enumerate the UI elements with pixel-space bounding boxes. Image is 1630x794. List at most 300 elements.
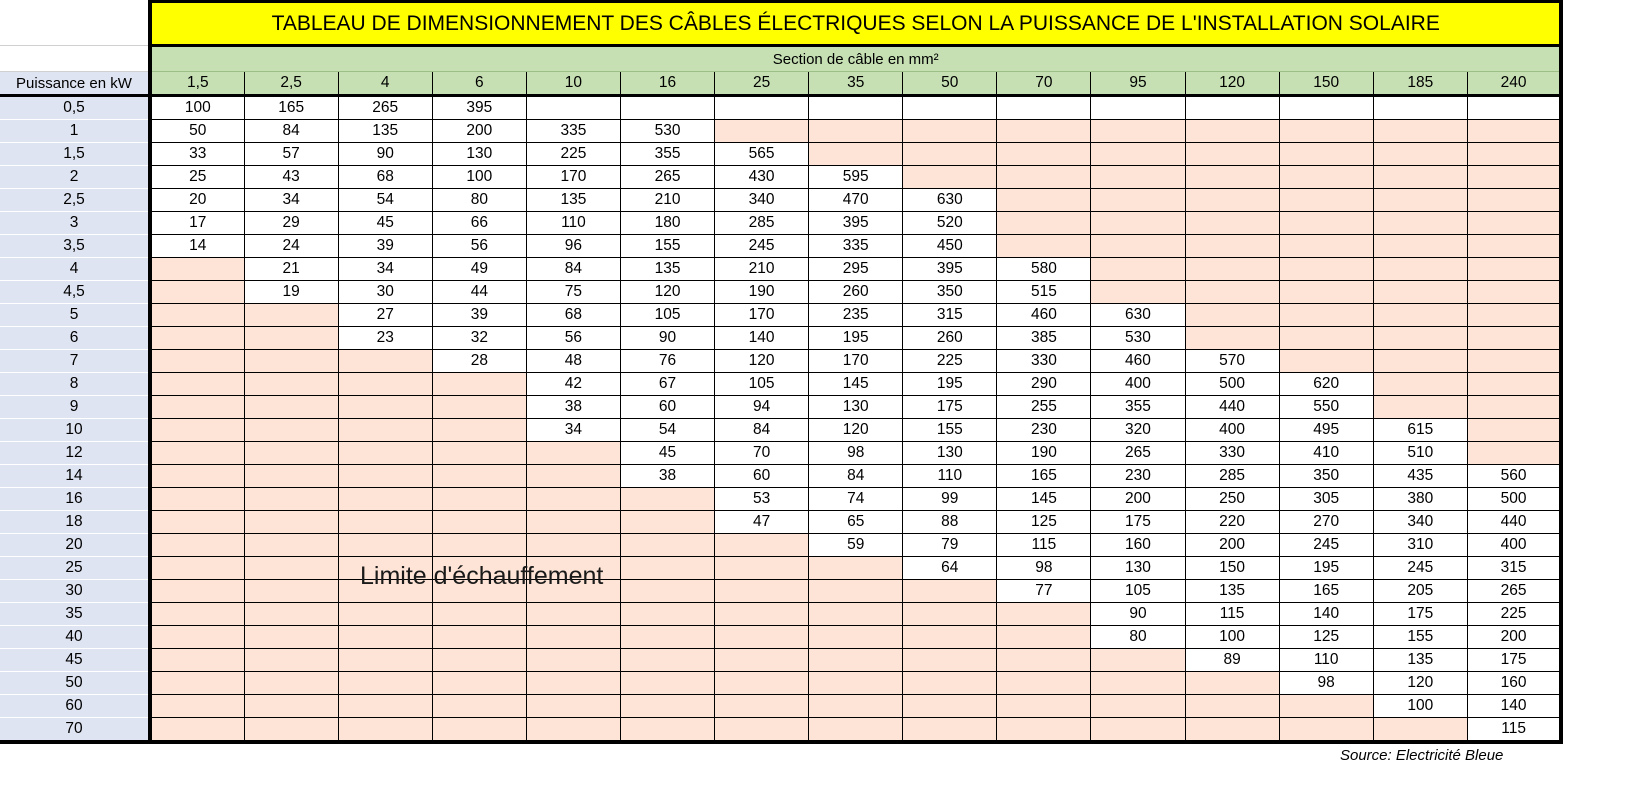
table-cell: 115	[997, 534, 1091, 557]
heat-limit-cell	[1373, 281, 1467, 304]
table-cell: 34	[526, 419, 620, 442]
table-cell: 66	[432, 212, 526, 235]
table-cell: 165	[244, 96, 338, 120]
table-cell: 440	[1467, 511, 1561, 534]
table-cell: 125	[997, 511, 1091, 534]
heat-limit-cell	[150, 396, 244, 419]
table-cell: 110	[526, 212, 620, 235]
section-header-cell: 150	[1279, 72, 1373, 96]
power-label: 35	[0, 603, 150, 626]
table-cell	[1467, 96, 1561, 120]
table-cell: 90	[620, 327, 714, 350]
heat-limit-cell	[150, 304, 244, 327]
table-cell	[620, 96, 714, 120]
table-cell: 255	[997, 396, 1091, 419]
heat-limit-cell	[903, 603, 997, 626]
heat-limit-cell	[1185, 143, 1279, 166]
table-cell: 33	[150, 143, 244, 166]
heat-limit-cell	[1279, 281, 1373, 304]
power-label: 4	[0, 258, 150, 281]
table-cell: 80	[1091, 626, 1185, 649]
power-label: 1,5	[0, 143, 150, 166]
table-cell: 39	[338, 235, 432, 258]
table-cell: 410	[1279, 442, 1373, 465]
heat-limit-label: Limite d'échauffement	[360, 562, 604, 590]
table-cell: 44	[432, 281, 526, 304]
table-cell: 27	[338, 304, 432, 327]
table-cell: 355	[620, 143, 714, 166]
power-label: 1	[0, 120, 150, 143]
heat-limit-cell	[1279, 143, 1373, 166]
table-cell: 125	[1279, 626, 1373, 649]
table-cell: 570	[1185, 350, 1279, 373]
heat-limit-cell	[1467, 143, 1561, 166]
table-cell: 64	[903, 557, 997, 580]
heat-limit-cell	[150, 511, 244, 534]
heat-limit-cell	[1091, 212, 1185, 235]
table-row	[0, 603, 1561, 626]
table-cell: 53	[715, 488, 809, 511]
table-cell: 68	[338, 166, 432, 189]
table-cell: 380	[1373, 488, 1467, 511]
table-cell: 105	[620, 304, 714, 327]
table-cell: 260	[809, 281, 903, 304]
heat-limit-cell	[150, 419, 244, 442]
heat-limit-cell	[150, 649, 244, 672]
power-label: 12	[0, 442, 150, 465]
heat-limit-cell	[715, 580, 809, 603]
table-cell: 550	[1279, 396, 1373, 419]
row-header-label: Puissance en kW	[0, 72, 150, 96]
table-cell: 140	[1279, 603, 1373, 626]
table-cell	[1279, 96, 1373, 120]
table-cell	[1185, 96, 1279, 120]
power-label: 5	[0, 304, 150, 327]
table-cell: 460	[1091, 350, 1185, 373]
heat-limit-cell	[620, 603, 714, 626]
heat-limit-cell	[1091, 258, 1185, 281]
table-cell: 48	[526, 350, 620, 373]
table-cell: 84	[809, 465, 903, 488]
heat-limit-cell	[1467, 373, 1561, 396]
heat-limit-cell	[1279, 189, 1373, 212]
power-label: 3,5	[0, 235, 150, 258]
table-cell: 340	[1373, 511, 1467, 534]
section-header-cell: 35	[809, 72, 903, 96]
power-label: 60	[0, 695, 150, 718]
heat-limit-cell	[244, 603, 338, 626]
heat-limit-cell	[903, 120, 997, 143]
table-cell: 470	[809, 189, 903, 212]
table-cell: 120	[620, 281, 714, 304]
heat-limit-cell	[1091, 120, 1185, 143]
heat-limit-cell	[338, 465, 432, 488]
table-cell: 77	[997, 580, 1091, 603]
table-row	[0, 143, 1561, 166]
table-cell: 98	[809, 442, 903, 465]
heat-limit-cell	[715, 120, 809, 143]
table-cell: 165	[1279, 580, 1373, 603]
heat-limit-cell	[809, 626, 903, 649]
heat-limit-cell	[1373, 189, 1467, 212]
heat-limit-cell	[432, 511, 526, 534]
heat-limit-cell	[1467, 281, 1561, 304]
heat-limit-cell	[244, 350, 338, 373]
heat-limit-cell	[715, 626, 809, 649]
heat-limit-cell	[244, 695, 338, 718]
heat-limit-cell	[244, 419, 338, 442]
heat-limit-cell	[997, 603, 1091, 626]
heat-limit-cell	[715, 557, 809, 580]
table-cell: 350	[903, 281, 997, 304]
table-cell: 59	[809, 534, 903, 557]
heat-limit-cell	[338, 488, 432, 511]
table-row	[0, 304, 1561, 327]
table-cell: 39	[432, 304, 526, 327]
table-cell: 165	[997, 465, 1091, 488]
table-cell: 350	[1279, 465, 1373, 488]
heat-limit-cell	[715, 718, 809, 743]
table-cell: 315	[903, 304, 997, 327]
table-cell: 56	[432, 235, 526, 258]
power-label: 7	[0, 350, 150, 373]
heat-limit-cell	[1091, 695, 1185, 718]
heat-limit-cell	[244, 511, 338, 534]
table-cell: 38	[620, 465, 714, 488]
table-cell: 60	[715, 465, 809, 488]
heat-limit-cell	[997, 166, 1091, 189]
heat-limit-cell	[244, 488, 338, 511]
table-cell: 195	[1279, 557, 1373, 580]
heat-limit-cell	[1091, 235, 1185, 258]
table-cell: 250	[1185, 488, 1279, 511]
heat-limit-cell	[620, 511, 714, 534]
section-header-cell: 10	[526, 72, 620, 96]
heat-limit-cell	[1185, 212, 1279, 235]
section-header-cell: 120	[1185, 72, 1279, 96]
heat-limit-cell	[715, 695, 809, 718]
heat-limit-cell	[526, 465, 620, 488]
power-label: 4,5	[0, 281, 150, 304]
table-cell: 225	[526, 143, 620, 166]
heat-limit-cell	[809, 672, 903, 695]
table-cell: 20	[150, 189, 244, 212]
heat-limit-cell	[432, 465, 526, 488]
table-cell: 565	[715, 143, 809, 166]
table-cell: 200	[432, 120, 526, 143]
table-cell: 100	[1185, 626, 1279, 649]
heat-limit-cell	[432, 718, 526, 743]
table-cell: 130	[903, 442, 997, 465]
table-cell: 70	[715, 442, 809, 465]
table-row	[0, 212, 1561, 235]
table-cell: 290	[997, 373, 1091, 396]
table-row	[0, 534, 1561, 557]
table-cell: 260	[903, 327, 997, 350]
power-label: 8	[0, 373, 150, 396]
heat-limit-cell	[1091, 166, 1185, 189]
table-cell: 84	[715, 419, 809, 442]
table-cell: 110	[903, 465, 997, 488]
section-header-cell: 1,5	[150, 72, 244, 96]
heat-limit-cell	[338, 626, 432, 649]
table-cell: 105	[1091, 580, 1185, 603]
table-cell	[903, 96, 997, 120]
table-cell: 265	[620, 166, 714, 189]
heat-limit-cell	[903, 166, 997, 189]
heat-limit-cell	[244, 373, 338, 396]
table-cell: 43	[244, 166, 338, 189]
table-cell: 65	[809, 511, 903, 534]
table-cell: 56	[526, 327, 620, 350]
table-row	[0, 511, 1561, 534]
heat-limit-cell	[338, 419, 432, 442]
table-cell: 230	[1091, 465, 1185, 488]
table-cell: 30	[338, 281, 432, 304]
table-cell: 620	[1279, 373, 1373, 396]
table-cell: 270	[1279, 511, 1373, 534]
heat-limit-cell	[338, 442, 432, 465]
heat-limit-cell	[338, 718, 432, 743]
table-cell: 190	[715, 281, 809, 304]
heat-limit-cell	[150, 603, 244, 626]
table-row	[0, 120, 1561, 143]
table-cell: 430	[715, 166, 809, 189]
table-cell: 21	[244, 258, 338, 281]
table-cell: 220	[1185, 511, 1279, 534]
table-cell: 155	[903, 419, 997, 442]
heat-limit-cell	[338, 672, 432, 695]
table-cell: 450	[903, 235, 997, 258]
table-cell: 460	[997, 304, 1091, 327]
table-cell: 200	[1185, 534, 1279, 557]
power-label: 70	[0, 718, 150, 743]
table-row	[0, 672, 1561, 695]
table-cell: 80	[432, 189, 526, 212]
table-cell: 100	[150, 96, 244, 120]
section-header-cell: 2,5	[244, 72, 338, 96]
heat-limit-cell	[1373, 718, 1467, 743]
table-cell: 580	[997, 258, 1091, 281]
heat-limit-cell	[620, 718, 714, 743]
power-label: 2,5	[0, 189, 150, 212]
table-cell: 34	[338, 258, 432, 281]
table-cell: 98	[997, 557, 1091, 580]
heat-limit-cell	[1279, 350, 1373, 373]
heat-limit-cell	[903, 626, 997, 649]
source-note: Source: Electricité Bleue	[1339, 746, 1504, 764]
heat-limit-cell	[620, 557, 714, 580]
heat-limit-cell	[1185, 281, 1279, 304]
heat-limit-cell	[715, 534, 809, 557]
table-cell: 615	[1373, 419, 1467, 442]
table-cell: 435	[1373, 465, 1467, 488]
heat-limit-cell	[150, 465, 244, 488]
table-row	[0, 350, 1561, 373]
heat-limit-cell	[1091, 718, 1185, 743]
table-cell: 530	[620, 120, 714, 143]
heat-limit-cell	[1279, 166, 1373, 189]
table-row	[0, 465, 1561, 488]
table-cell: 90	[1091, 603, 1185, 626]
table-cell: 96	[526, 235, 620, 258]
heat-limit-cell	[338, 534, 432, 557]
heat-limit-cell	[244, 626, 338, 649]
table-cell: 150	[1185, 557, 1279, 580]
table-cell: 135	[1373, 649, 1467, 672]
table-cell: 135	[526, 189, 620, 212]
table-cell: 88	[903, 511, 997, 534]
heat-limit-cell	[620, 534, 714, 557]
table-cell: 175	[903, 396, 997, 419]
heat-limit-cell	[244, 718, 338, 743]
heat-limit-cell	[903, 580, 997, 603]
heat-limit-cell	[997, 695, 1091, 718]
heat-limit-cell	[1373, 373, 1467, 396]
table-cell: 205	[1373, 580, 1467, 603]
heat-limit-cell	[903, 143, 997, 166]
table-cell: 100	[432, 166, 526, 189]
heat-limit-cell	[244, 442, 338, 465]
table-cell: 17	[150, 212, 244, 235]
table-cell: 315	[1467, 557, 1561, 580]
table-cell: 170	[526, 166, 620, 189]
table-cell: 68	[526, 304, 620, 327]
table-cell: 440	[1185, 396, 1279, 419]
table-cell: 14	[150, 235, 244, 258]
heat-limit-cell	[1185, 166, 1279, 189]
heat-limit-cell	[1373, 304, 1467, 327]
heat-limit-cell	[244, 557, 338, 580]
table-cell: 335	[526, 120, 620, 143]
heat-limit-cell	[244, 396, 338, 419]
table-cell: 49	[432, 258, 526, 281]
heat-limit-cell	[150, 718, 244, 743]
heat-limit-cell	[1373, 143, 1467, 166]
table-row	[0, 718, 1561, 743]
heat-limit-cell	[432, 488, 526, 511]
heat-limit-cell	[432, 396, 526, 419]
table-cell: 210	[715, 258, 809, 281]
heat-limit-cell	[997, 672, 1091, 695]
table-cell	[715, 96, 809, 120]
table-row	[0, 695, 1561, 718]
table-cell: 385	[997, 327, 1091, 350]
table-row	[0, 327, 1561, 350]
table-cell: 395	[809, 212, 903, 235]
table-cell: 500	[1467, 488, 1561, 511]
section-header-cell: 240	[1467, 72, 1561, 96]
heat-limit-cell	[432, 649, 526, 672]
heat-limit-cell	[997, 189, 1091, 212]
footer-row	[0, 742, 1561, 766]
heat-limit-cell	[1185, 120, 1279, 143]
heat-limit-cell	[903, 649, 997, 672]
power-label: 40	[0, 626, 150, 649]
heat-limit-cell	[1185, 258, 1279, 281]
table-cell: 120	[809, 419, 903, 442]
heat-limit-cell	[997, 120, 1091, 143]
table-row	[0, 488, 1561, 511]
heat-limit-cell	[1467, 166, 1561, 189]
heat-limit-cell	[150, 258, 244, 281]
table-cell: 135	[1185, 580, 1279, 603]
footer-blank	[0, 742, 150, 766]
heat-limit-cell	[526, 626, 620, 649]
heat-limit-cell	[1373, 120, 1467, 143]
heat-limit-cell	[1279, 258, 1373, 281]
heat-limit-cell	[1467, 396, 1561, 419]
power-label: 6	[0, 327, 150, 350]
heat-limit-cell	[526, 488, 620, 511]
heat-limit-cell	[1091, 281, 1185, 304]
table-cell: 47	[715, 511, 809, 534]
table-cell: 305	[1279, 488, 1373, 511]
heat-limit-cell	[1373, 212, 1467, 235]
heat-limit-cell	[432, 442, 526, 465]
heat-limit-cell	[620, 626, 714, 649]
heat-limit-cell	[1467, 258, 1561, 281]
heat-limit-cell	[432, 672, 526, 695]
table-cell: 120	[1373, 672, 1467, 695]
heat-limit-cell	[338, 396, 432, 419]
heat-limit-cell	[715, 672, 809, 695]
table-cell: 145	[997, 488, 1091, 511]
table-cell: 245	[1279, 534, 1373, 557]
heat-limit-cell	[620, 672, 714, 695]
section-header-cell: 50	[903, 72, 997, 96]
heat-limit-cell	[244, 327, 338, 350]
heat-limit-cell	[1091, 649, 1185, 672]
heat-limit-cell	[1373, 166, 1467, 189]
heat-limit-cell	[1279, 235, 1373, 258]
heat-limit-cell	[809, 143, 903, 166]
heat-limit-cell	[432, 695, 526, 718]
heat-limit-cell	[715, 649, 809, 672]
heat-limit-cell	[244, 672, 338, 695]
power-label: 16	[0, 488, 150, 511]
heat-limit-cell	[809, 603, 903, 626]
table-cell: 330	[1185, 442, 1279, 465]
table-cell: 89	[1185, 649, 1279, 672]
table-cell	[1091, 96, 1185, 120]
table-cell: 32	[432, 327, 526, 350]
heat-limit-cell	[526, 672, 620, 695]
heat-limit-cell	[903, 695, 997, 718]
heat-limit-cell	[150, 350, 244, 373]
heat-limit-cell	[1185, 235, 1279, 258]
heat-limit-cell	[809, 580, 903, 603]
title-row	[0, 2, 1561, 46]
heat-limit-cell	[903, 718, 997, 743]
table-cell: 400	[1091, 373, 1185, 396]
heat-limit-cell	[997, 235, 1091, 258]
heat-limit-cell	[809, 120, 903, 143]
heat-limit-cell	[244, 580, 338, 603]
table-cell: 340	[715, 189, 809, 212]
power-label: 14	[0, 465, 150, 488]
table-cell: 99	[903, 488, 997, 511]
heat-limit-cell	[997, 143, 1091, 166]
table-cell: 310	[1373, 534, 1467, 557]
heat-limit-cell	[1091, 189, 1185, 212]
section-header-cell: 6	[432, 72, 526, 96]
table-cell: 355	[1091, 396, 1185, 419]
heat-limit-cell	[1279, 327, 1373, 350]
table-cell: 84	[244, 120, 338, 143]
table-cell: 515	[997, 281, 1091, 304]
heat-limit-cell	[620, 488, 714, 511]
